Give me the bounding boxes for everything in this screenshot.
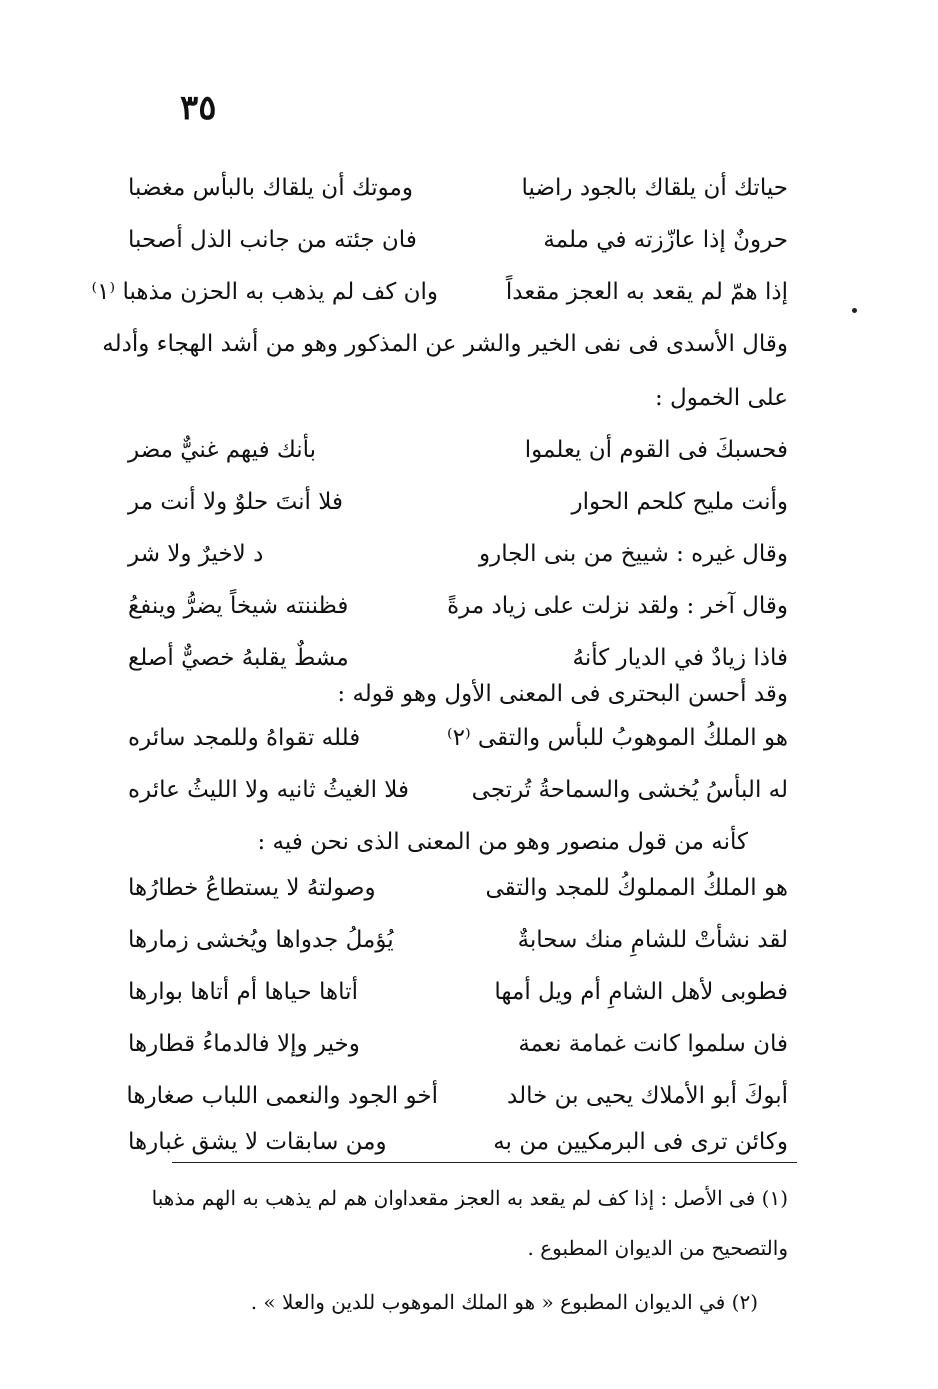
hemistich-first: هو الملكُ الموهوبُ للبأس والتقى ⁽٢⁾: [446, 725, 788, 751]
hemistich-second: فان جئته من جانب الذل أصحبا: [128, 227, 417, 253]
hemistich-first: حياتك أن يلقاك بالجود راضيا: [521, 175, 788, 201]
hemistich-first: له البأسُ يُخشى والسماحةُ تُرتجى: [471, 777, 788, 803]
verse-line: [128, 712, 788, 764]
verse-line: [128, 424, 788, 476]
hemistich-first: حرونٌ إذا عازّزته في ملمة: [543, 227, 788, 253]
hemistich-first: فطوبى لأهل الشامِ أم ويل أمها: [494, 979, 788, 1005]
ink-speck: [852, 308, 857, 313]
hemistich-second: بأنك فيهم غنيٌّ مضر: [128, 437, 317, 463]
verse-line: [128, 966, 788, 1018]
hemistich-second: يُؤملُ جدواها ويُخشى زمارها: [128, 927, 394, 953]
hemistich-first: وأنت مليح كلحم الحوار: [571, 489, 788, 515]
verse-line: [128, 580, 788, 632]
hemistich-first: لقد نشأتْ للشامِ منك سحابةٌ: [517, 927, 788, 953]
footnote-text: (١) فى الأصل : إذا كف لم يقعد به العجز مقعدا: [402, 1186, 788, 1210]
hemistich-second: وصولتهُ لا يستطاعُ خطارُها: [128, 875, 376, 901]
prose-line: وقد أحسن البحترى فى المعنى الأول وهو قوله :: [337, 681, 788, 707]
footnote-text: (٢) في الديوان المطبوع « هو الملك الموهوب للدين والعلا » .: [250, 1290, 758, 1314]
verse-line: [128, 214, 788, 266]
hemistich-second: فلا أنتَ حلوٌ ولا أنت مر: [128, 489, 343, 515]
footnote-divider: [172, 1162, 797, 1163]
hemistich-second: وخير وإلا فالدماءُ قطارها: [128, 1031, 360, 1057]
hemistich-first: فان سلموا كانت غمامة نعمة: [518, 1031, 788, 1057]
verse-line: [128, 914, 788, 966]
prose-line: وقال الأسدى فى نفى الخير والشر عن المذكور وهو من أشد الهجاء وأدله: [102, 331, 788, 357]
hemistich-first: إذا همّ لم يقعد به العجز مقعداً: [505, 279, 788, 305]
hemistich-second: ومن سابقات لا يشق غبارها: [128, 1129, 387, 1155]
verse-line: [128, 476, 788, 528]
hemistich-first: وقال آخر : ولقد نزلت على زياد مرةً: [447, 593, 788, 619]
verse-line: [128, 764, 788, 816]
page-number: ٣٥: [180, 88, 217, 128]
hemistich-first: أبوكَ أبو الأملاك يحيى بن خالد: [507, 1083, 788, 1109]
verse-line: [91, 266, 788, 318]
hemistich-first: هو الملكُ المملوكُ للمجد والتقى: [485, 875, 788, 901]
prose-line: كأنه من قول منصور وهو من المعنى الذى نحن فيه :: [257, 829, 748, 855]
verse-line: [128, 862, 788, 914]
footnote: [108, 1280, 758, 1324]
hemistich-second: أتاها حياها أم أتاها بوارها: [128, 979, 358, 1005]
hemistich-second: فظننته شيخاً يضرُّ وينفعُ: [128, 593, 349, 619]
verse-line: [128, 162, 788, 214]
footnote: [108, 1176, 788, 1220]
verse-line: [128, 1116, 788, 1168]
verse-line: [128, 528, 788, 580]
hemistich-second: أخو الجود والنعمى اللباب صغارها: [126, 1083, 438, 1109]
hemistich-second: فلله تقواهُ وللمجد سائره: [128, 725, 361, 751]
footnote: [108, 1226, 788, 1270]
hemistich-second: وموتك أن يلقاك بالبأس مغضبا: [128, 175, 413, 201]
prose-line: على الخمول :: [654, 385, 788, 411]
hemistich-first: وقال غيره : شييخ من بنى الجارو: [479, 541, 788, 567]
hemistich-first: فحسبكَ فى القوم أن يعلموا: [524, 437, 788, 463]
hemistich-second: فلا الغيثُ ثانيه ولا الليثُ عائره: [128, 777, 410, 803]
hemistich-second: د لاخيرٌ ولا شر: [128, 541, 264, 567]
verse-line: [128, 1018, 788, 1070]
hemistich-second: وان كف لم يذهب به الحزن مذهبا ⁽١⁾: [91, 279, 438, 305]
footnote-text-continued: وان هم لم يذهب به الهم مذهبا: [151, 1186, 404, 1210]
hemistich-first: وكائن ترى فى البرمكيين من به: [493, 1129, 788, 1155]
verse-line: [128, 1070, 788, 1122]
hemistich-second: مشطٌ يقلبهُ خصيٌّ أصلع: [128, 645, 349, 671]
hemistich-first: فاذا زيادٌ في الديار كأنهُ: [572, 645, 788, 671]
footnote-text: والتصحيح من الديوان المطبوع .: [527, 1236, 788, 1260]
